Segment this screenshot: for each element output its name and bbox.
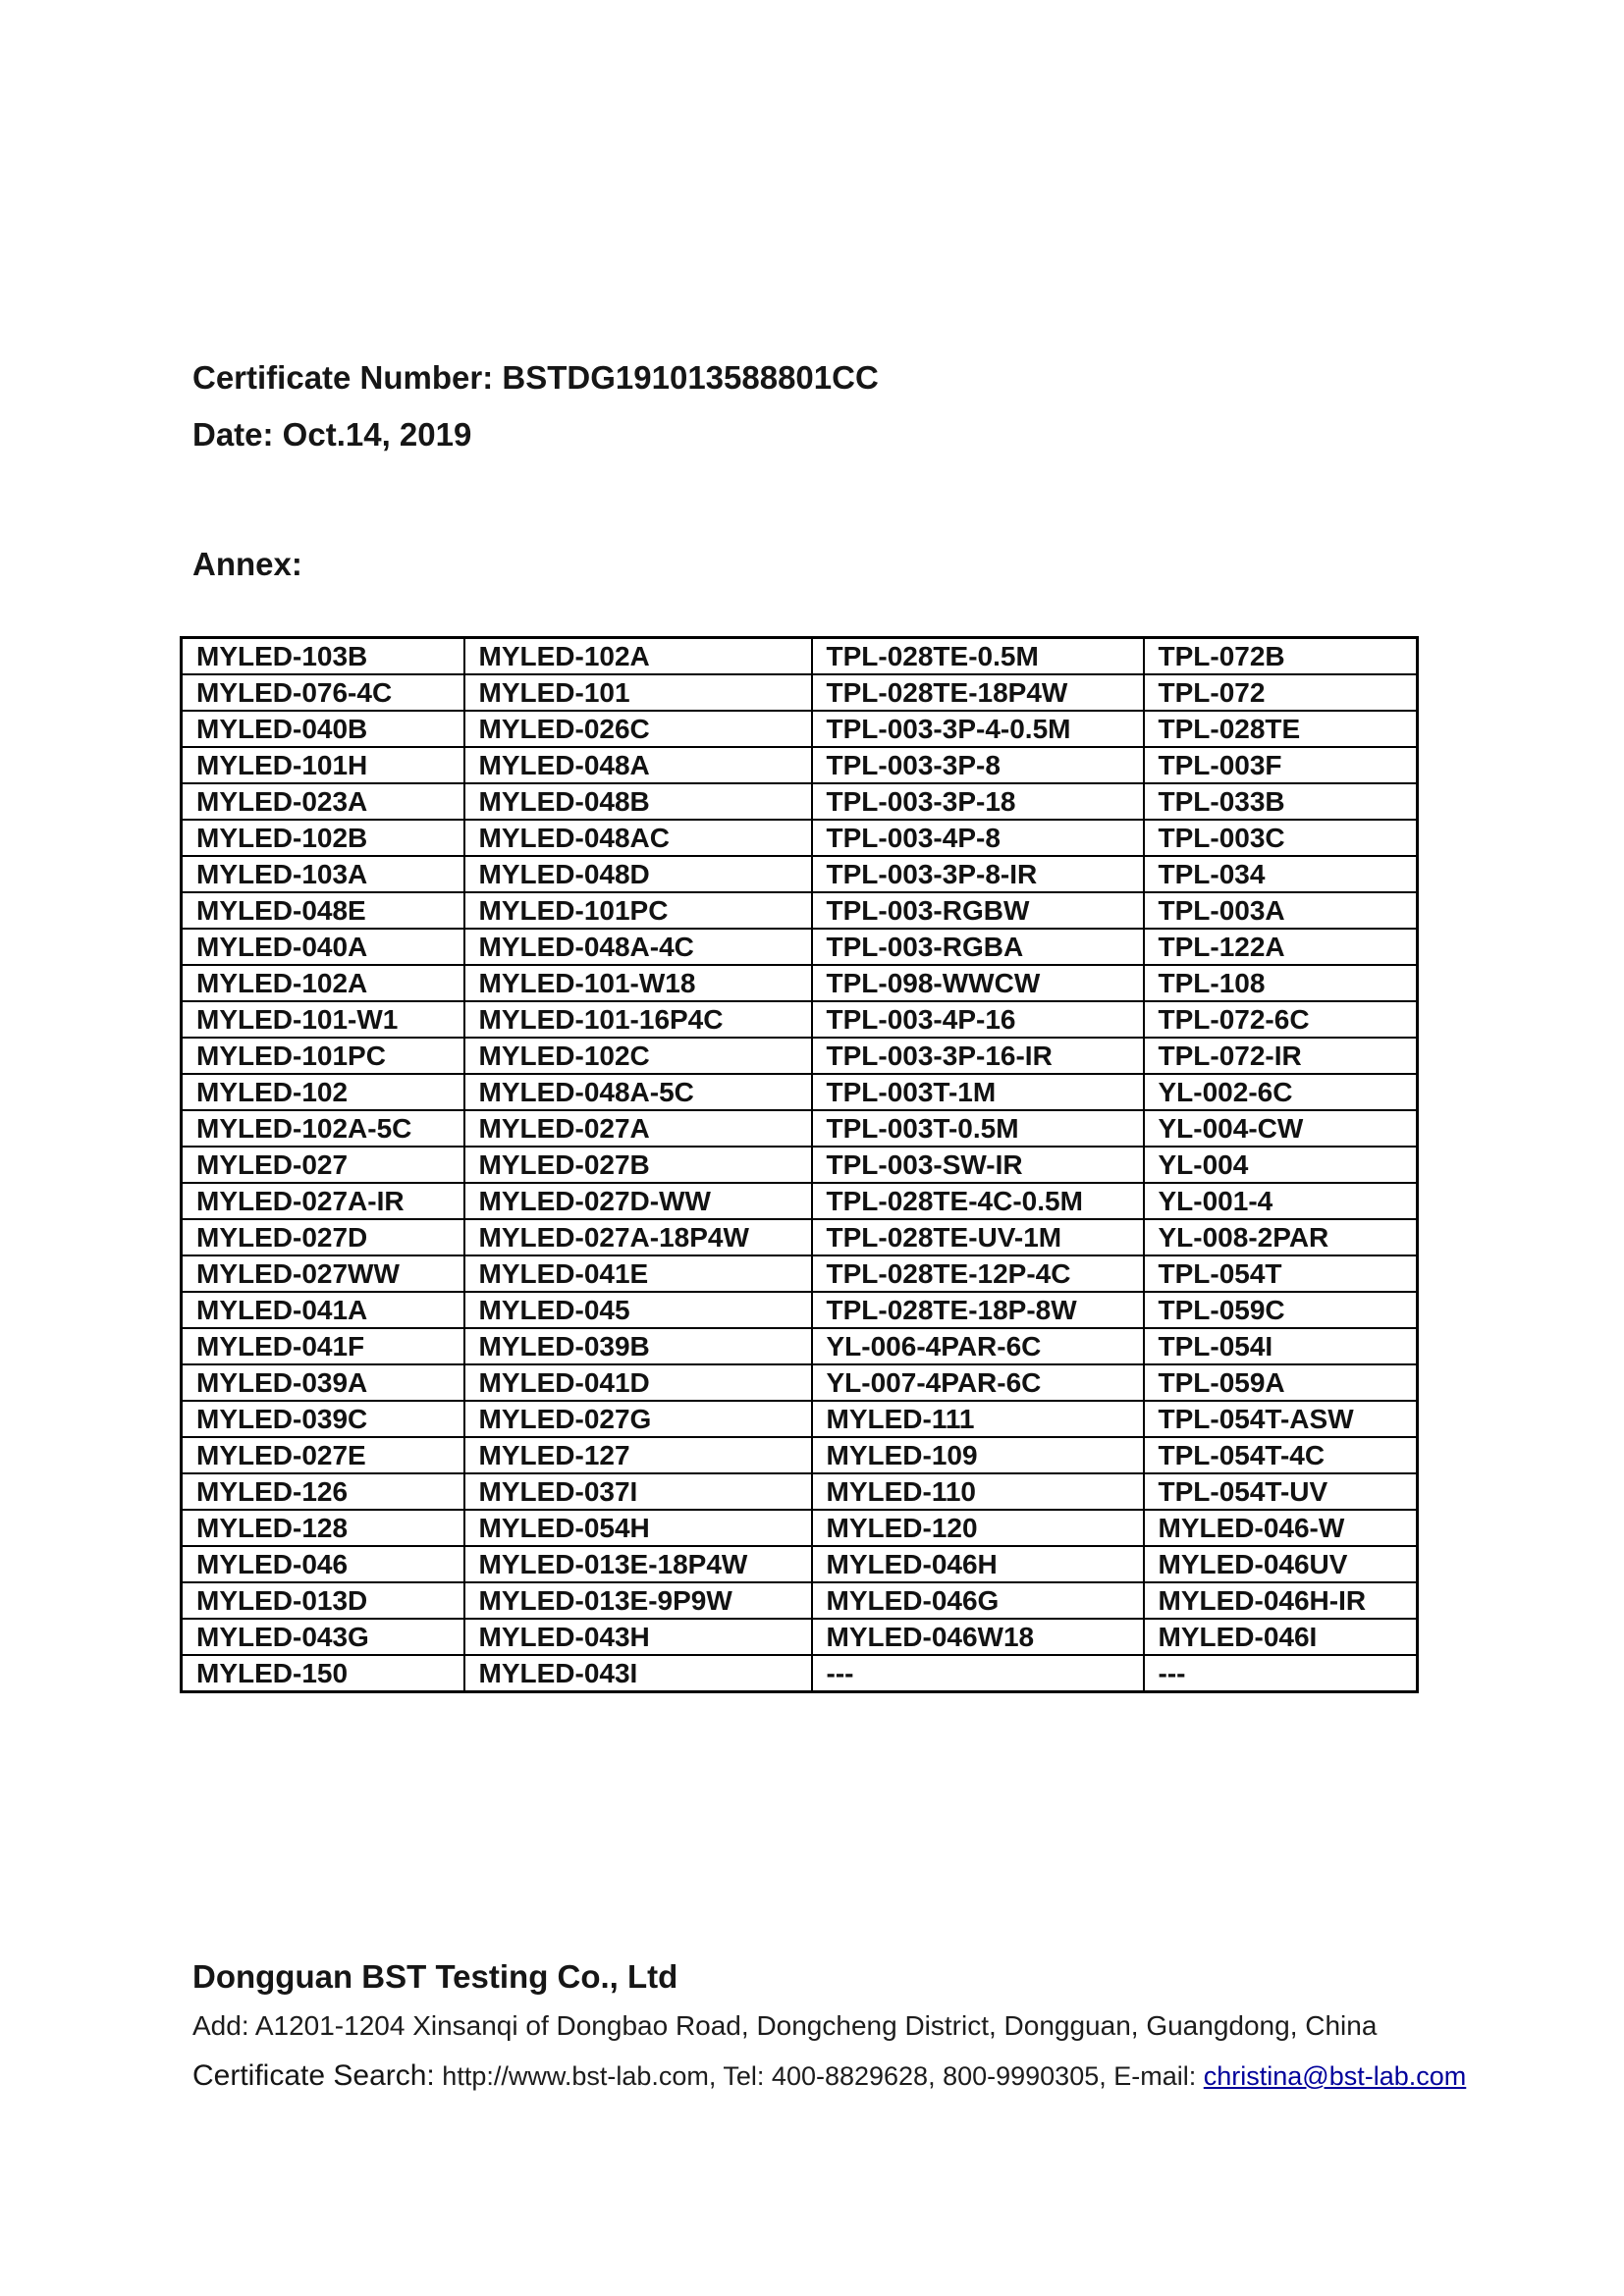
model-cell: MYLED-048B — [464, 783, 812, 820]
table-row — [182, 1510, 1418, 1546]
model-cell: MYLED-101-16P4C — [464, 1001, 812, 1038]
model-cell: MYLED-102A-5C — [182, 1110, 464, 1147]
model-cell: MYLED-039B — [464, 1328, 812, 1364]
model-cell: YL-006-4PAR-6C — [812, 1328, 1144, 1364]
annex-model-table — [180, 636, 1419, 1693]
model-cell: TPL-059A — [1144, 1364, 1418, 1401]
table-row — [182, 783, 1418, 820]
model-cell: TPL-003-SW-IR — [812, 1147, 1144, 1183]
model-cell: MYLED-027B — [464, 1147, 812, 1183]
model-cell: MYLED-040A — [182, 929, 464, 965]
model-cell: TPL-003-RGBA — [812, 929, 1144, 965]
model-cell: MYLED-046I — [1144, 1619, 1418, 1655]
model-cell: MYLED-041D — [464, 1364, 812, 1401]
model-cell: MYLED-048D — [464, 856, 812, 892]
model-cell: TPL-028TE — [1144, 711, 1418, 747]
model-cell: YL-008-2PAR — [1144, 1219, 1418, 1255]
model-cell: MYLED-027A-IR — [182, 1183, 464, 1219]
model-cell: YL-004 — [1144, 1147, 1418, 1183]
model-cell: MYLED-127 — [464, 1437, 812, 1473]
model-cell: TPL-003F — [1144, 747, 1418, 783]
table-row — [182, 1001, 1418, 1038]
table-row — [182, 638, 1418, 675]
model-cell: TPL-028TE-18P-8W — [812, 1292, 1144, 1328]
table-row — [182, 1074, 1418, 1110]
table-row — [182, 1437, 1418, 1473]
model-cell: MYLED-026C — [464, 711, 812, 747]
model-cell: MYLED-048AC — [464, 820, 812, 856]
model-cell: TPL-098-WWCW — [812, 965, 1144, 1001]
model-cell: MYLED-027D-WW — [464, 1183, 812, 1219]
email-link[interactable]: christina@bst-lab.com — [1203, 2061, 1467, 2091]
model-cell: TPL-028TE-18P4W — [812, 674, 1144, 711]
table-row — [182, 1147, 1418, 1183]
table-row — [182, 1292, 1418, 1328]
model-cell: MYLED-027WW — [182, 1255, 464, 1292]
model-cell: --- — [812, 1655, 1144, 1692]
table-row — [182, 1219, 1418, 1255]
model-cell: MYLED-054H — [464, 1510, 812, 1546]
model-cell: MYLED-126 — [182, 1473, 464, 1510]
model-cell: --- — [1144, 1655, 1418, 1692]
model-cell: TPL-028TE-UV-1M — [812, 1219, 1144, 1255]
model-cell: TPL-003-3P-18 — [812, 783, 1144, 820]
model-cell: MYLED-048A — [464, 747, 812, 783]
model-cell: TPL-003A — [1144, 892, 1418, 929]
model-cell: TPL-003T-0.5M — [812, 1110, 1144, 1147]
model-cell: MYLED-101-W1 — [182, 1001, 464, 1038]
model-cell: MYLED-041A — [182, 1292, 464, 1328]
model-cell: TPL-003-4P-8 — [812, 820, 1144, 856]
table-row — [182, 711, 1418, 747]
model-cell: MYLED-048A-5C — [464, 1074, 812, 1110]
model-cell: TPL-028TE-12P-4C — [812, 1255, 1144, 1292]
table-row — [182, 1364, 1418, 1401]
model-cell: YL-001-4 — [1144, 1183, 1418, 1219]
model-cell: TPL-003-3P-8-IR — [812, 856, 1144, 892]
model-cell: TPL-072-6C — [1144, 1001, 1418, 1038]
model-cell: YL-007-4PAR-6C — [812, 1364, 1144, 1401]
model-cell: TPL-054T-UV — [1144, 1473, 1418, 1510]
model-cell: TPL-033B — [1144, 783, 1418, 820]
table-row — [182, 892, 1418, 929]
certificate-search-label: Certificate Search: — [192, 2059, 435, 2092]
model-cell: MYLED-043H — [464, 1619, 812, 1655]
table-row — [182, 1546, 1418, 1582]
model-cell: MYLED-120 — [812, 1510, 1144, 1546]
model-cell: MYLED-043G — [182, 1619, 464, 1655]
company-name: Dongguan BST Testing Co., Ltd — [192, 1958, 678, 1995]
model-cell: YL-002-6C — [1144, 1074, 1418, 1110]
model-cell: MYLED-043I — [464, 1655, 812, 1692]
table-row — [182, 1473, 1418, 1510]
model-cell: MYLED-027 — [182, 1147, 464, 1183]
model-cell: MYLED-101PC — [182, 1038, 464, 1074]
table-row — [182, 1110, 1418, 1147]
model-cell: TPL-003-3P-8 — [812, 747, 1144, 783]
table-row — [182, 856, 1418, 892]
model-cell: MYLED-103A — [182, 856, 464, 892]
model-cell: TPL-003-4P-16 — [812, 1001, 1144, 1038]
model-cell: MYLED-027D — [182, 1219, 464, 1255]
model-cell: MYLED-046 — [182, 1546, 464, 1582]
model-cell: TPL-003-3P-16-IR — [812, 1038, 1144, 1074]
certificate-number-line: Certificate Number: BSTDG191013588801CC — [192, 359, 879, 396]
table-row — [182, 747, 1418, 783]
annex-label: Annex: — [192, 546, 302, 582]
model-cell: TPL-003-RGBW — [812, 892, 1144, 929]
model-cell: MYLED-048E — [182, 892, 464, 929]
model-cell: MYLED-041F — [182, 1328, 464, 1364]
model-cell: MYLED-048A-4C — [464, 929, 812, 965]
model-cell: MYLED-076-4C — [182, 674, 464, 711]
model-cell: TPL-028TE-0.5M — [812, 638, 1144, 675]
model-cell: TPL-054I — [1144, 1328, 1418, 1364]
model-cell: TPL-054T-4C — [1144, 1437, 1418, 1473]
model-cell: MYLED-046H — [812, 1546, 1144, 1582]
model-cell: MYLED-045 — [464, 1292, 812, 1328]
model-cell: MYLED-101H — [182, 747, 464, 783]
model-cell: TPL-003-3P-4-0.5M — [812, 711, 1144, 747]
table-row — [182, 820, 1418, 856]
table-row — [182, 965, 1418, 1001]
model-cell: MYLED-102A — [464, 638, 812, 675]
model-cell: MYLED-040B — [182, 711, 464, 747]
model-cell: MYLED-046UV — [1144, 1546, 1418, 1582]
model-cell: TPL-003T-1M — [812, 1074, 1144, 1110]
address-line: Add: A1201-1204 Xinsanqi of Dongbao Road, Dongcheng District, Dongguan, Guangdong, China — [192, 2010, 1378, 2041]
table-row — [182, 1183, 1418, 1219]
annex-table-body — [182, 638, 1418, 1692]
model-cell: MYLED-102C — [464, 1038, 812, 1074]
certificate-search-line — [192, 2059, 1466, 2093]
model-cell: MYLED-103B — [182, 638, 464, 675]
model-cell: TPL-054T-ASW — [1144, 1401, 1418, 1437]
model-cell: MYLED-109 — [812, 1437, 1144, 1473]
model-cell: MYLED-027A-18P4W — [464, 1219, 812, 1255]
model-cell: TPL-003C — [1144, 820, 1418, 856]
model-cell: MYLED-046H-IR — [1144, 1582, 1418, 1619]
model-cell: MYLED-039C — [182, 1401, 464, 1437]
model-cell: MYLED-037I — [464, 1473, 812, 1510]
table-row — [182, 1328, 1418, 1364]
table-row — [182, 1401, 1418, 1437]
model-cell: MYLED-013E-18P4W — [464, 1546, 812, 1582]
model-cell: MYLED-046G — [812, 1582, 1144, 1619]
model-cell: MYLED-150 — [182, 1655, 464, 1692]
table-row — [182, 1582, 1418, 1619]
model-cell: MYLED-039A — [182, 1364, 464, 1401]
model-cell: MYLED-027G — [464, 1401, 812, 1437]
model-cell: MYLED-101-W18 — [464, 965, 812, 1001]
model-cell: TPL-034 — [1144, 856, 1418, 892]
model-cell: MYLED-041E — [464, 1255, 812, 1292]
model-cell: YL-004-CW — [1144, 1110, 1418, 1147]
model-cell: MYLED-111 — [812, 1401, 1144, 1437]
model-cell: MYLED-101 — [464, 674, 812, 711]
model-cell: MYLED-110 — [812, 1473, 1144, 1510]
date-line: Date: Oct.14, 2019 — [192, 416, 472, 453]
model-cell: MYLED-046-W — [1144, 1510, 1418, 1546]
model-cell: TPL-054T — [1144, 1255, 1418, 1292]
table-row — [182, 1619, 1418, 1655]
certificate-search-text: http://www.bst-lab.com, Tel: 400-8829628, 800-9990305, E-mail: — [442, 2061, 1197, 2091]
model-cell: MYLED-101PC — [464, 892, 812, 929]
model-cell: MYLED-102 — [182, 1074, 464, 1110]
table-row — [182, 674, 1418, 711]
model-cell: MYLED-013E-9P9W — [464, 1582, 812, 1619]
model-cell: TPL-072 — [1144, 674, 1418, 711]
model-cell: TPL-072-IR — [1144, 1038, 1418, 1074]
model-cell: MYLED-027E — [182, 1437, 464, 1473]
model-cell: TPL-122A — [1144, 929, 1418, 965]
model-cell: MYLED-046W18 — [812, 1619, 1144, 1655]
model-cell: MYLED-102B — [182, 820, 464, 856]
model-cell: MYLED-023A — [182, 783, 464, 820]
model-cell: TPL-108 — [1144, 965, 1418, 1001]
model-cell: MYLED-128 — [182, 1510, 464, 1546]
model-cell: MYLED-027A — [464, 1110, 812, 1147]
table-row — [182, 1255, 1418, 1292]
model-cell: MYLED-013D — [182, 1582, 464, 1619]
table-row — [182, 1655, 1418, 1692]
model-cell: MYLED-102A — [182, 965, 464, 1001]
model-cell: TPL-072B — [1144, 638, 1418, 675]
table-row — [182, 929, 1418, 965]
model-cell: TPL-028TE-4C-0.5M — [812, 1183, 1144, 1219]
table-row — [182, 1038, 1418, 1074]
model-cell: TPL-059C — [1144, 1292, 1418, 1328]
